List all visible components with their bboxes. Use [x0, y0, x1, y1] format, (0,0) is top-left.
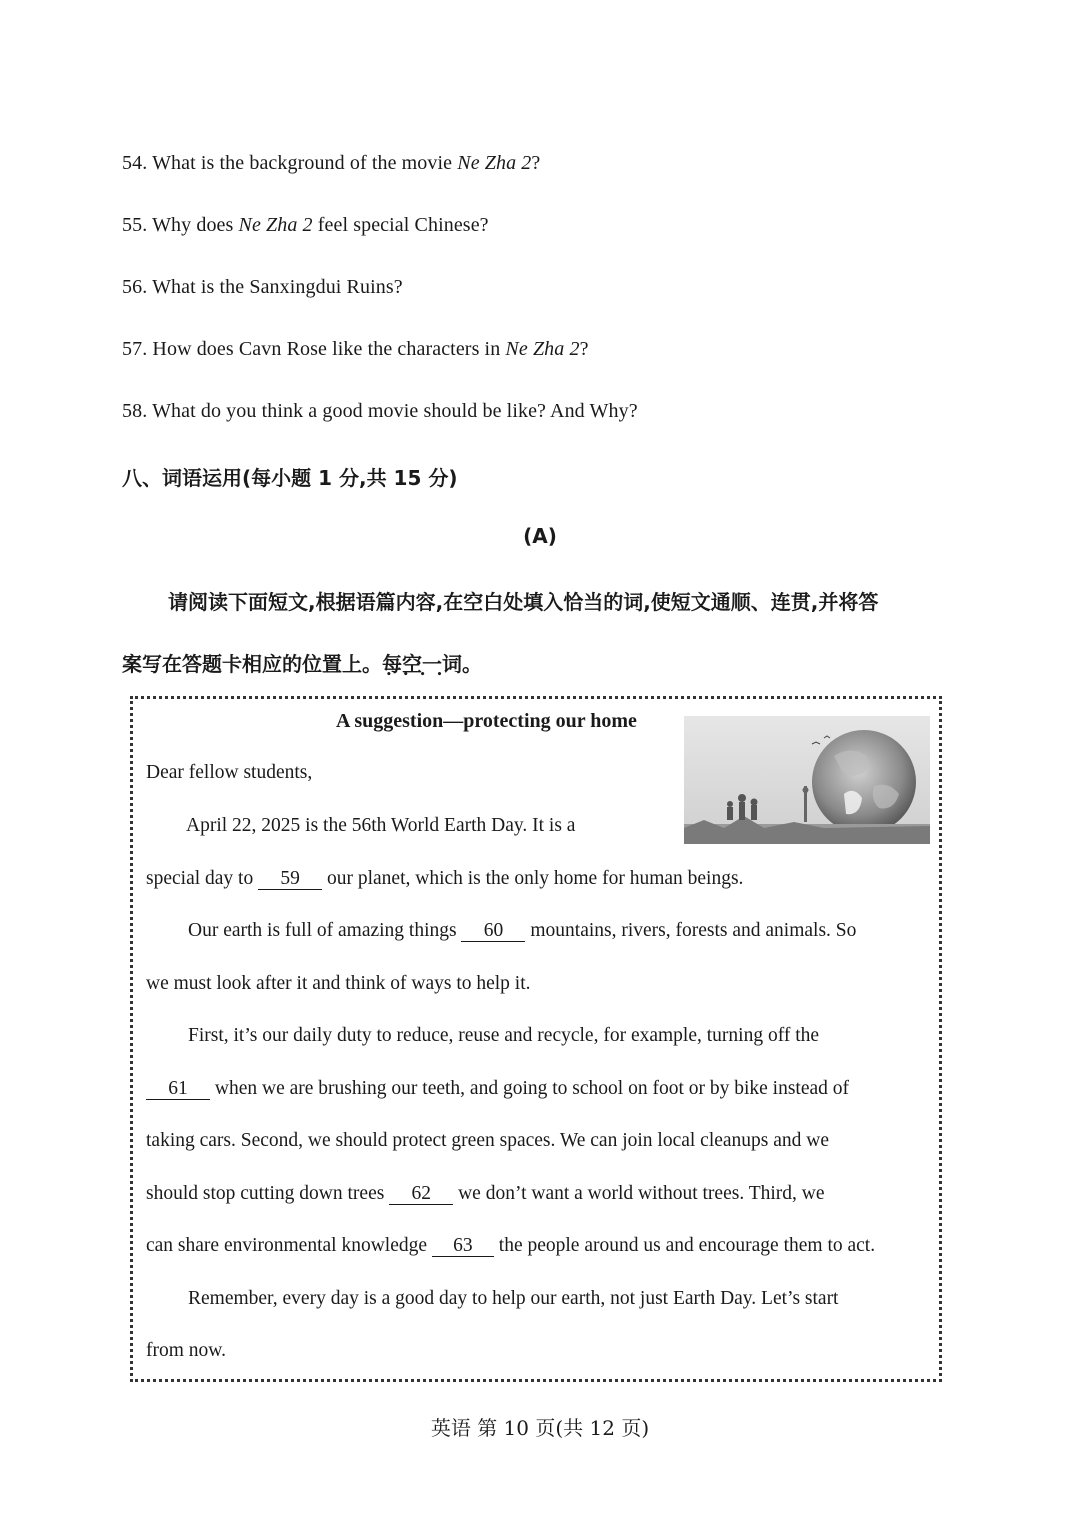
page-footer: 英语 第 10 页(共 12 页)	[430, 1416, 650, 1440]
blank-60[interactable]: 60	[461, 921, 525, 942]
blank-63[interactable]: 63	[432, 1236, 494, 1257]
passage-line-2: special day to 59 our planet, which is the only home for human beings.	[146, 868, 744, 889]
blank-61[interactable]: 61	[146, 1079, 210, 1100]
blank-59[interactable]: 59	[258, 869, 322, 890]
earth-illustration	[684, 716, 930, 844]
passage-line-6: 61 when we are brushing our teeth, and going to school on foot or by bike instead of	[146, 1078, 849, 1100]
blank-62[interactable]: 62	[389, 1184, 453, 1205]
passage-line-9: can share environmental knowledge 63 the people around us and encourage them to act.	[146, 1235, 876, 1256]
question-54: 54. What is the background of the movie Ne Zha 2?	[122, 152, 541, 174]
passage-line-11: from now.	[146, 1340, 226, 1361]
passage-line-1: April 22, 2025 is the 56th World Earth Day. It is a	[186, 815, 576, 836]
instruction-line-1: 请阅读下面短文,根据语篇内容,在空白处填入恰当的词,使短文通顺、连贯,并将答	[168, 590, 879, 614]
passage-title: A suggestion—protecting our home	[336, 710, 637, 732]
question-55: 55. Why does Ne Zha 2 feel special Chinese?	[122, 214, 489, 236]
section-title: 八、词语运用(每小题 1 分,共 15 分)	[122, 466, 458, 490]
passage-line-7: taking cars. Second, we should protect green spaces. We can join local cleanups and we	[146, 1130, 830, 1151]
question-58: 58. What do you think a good movie should be like? And Why?	[122, 400, 638, 422]
question-57: 57. How does Cavn Rose like the characters in Ne Zha 2?	[122, 338, 589, 360]
passage-line-8: should stop cutting down trees 62 we don’t want a world without trees. Third, we	[146, 1183, 825, 1204]
passage-line-3: Our earth is full of amazing things 60 mountains, rivers, forests and animals. So	[188, 920, 857, 941]
greeting: Dear fellow students,	[146, 762, 313, 783]
passage-line-4: we must look after it and think of ways to help it.	[146, 973, 531, 994]
emphasis-one-word: 每空一词 • • • •	[382, 648, 462, 677]
part-label: (A)	[523, 524, 557, 548]
passage-line-5: First, it’s our daily duty to reduce, reuse and recycle, for example, turning off the	[188, 1025, 820, 1046]
instruction-line-2: 案写在答题卡相应的位置上。每空一词 • • • •。	[122, 648, 482, 677]
question-56: 56. What is the Sanxingdui Ruins?	[122, 276, 403, 298]
passage-line-10: Remember, every day is a good day to help our earth, not just Earth Day. Let’s start	[188, 1288, 839, 1309]
